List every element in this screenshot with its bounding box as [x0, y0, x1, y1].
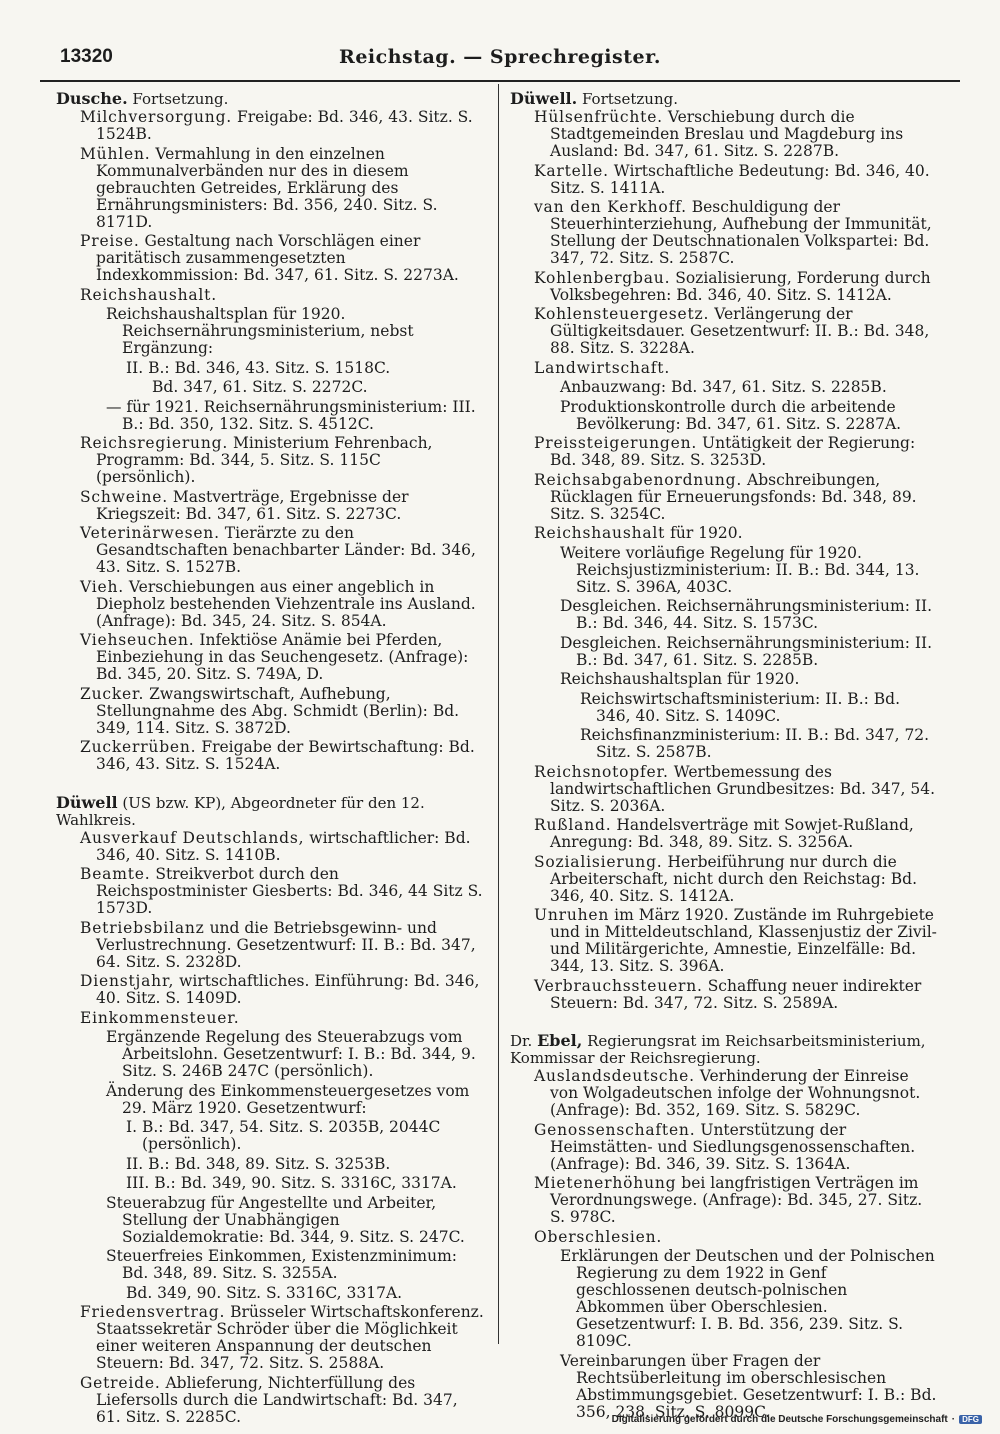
entry-text: Zwangswirtschaft, Aufhebung, Stellungnahme des Abg. Schmidt (Berlin): Bd. 349, 114. Sitz. S. 3872D. [96, 684, 460, 737]
entry-text: Weitere vorläufige Regelung für 1920. Reichsjustizministerium: II. B.: Bd. 344, 13. Sitz. S. 396A, 403C. [560, 543, 920, 596]
index-subentry [510, 671, 938, 688]
footer-text: Digitalisierung gefördert durch die Deutsche Forschungsgemeinschaft [611, 1414, 948, 1425]
entry-text: Herbeiführung nur durch die Arbeiterschaft, nicht durch den Reichstag: Bd. 346, 40. Sitz. S. 1412A. [550, 852, 918, 905]
index-subentry [510, 1353, 938, 1421]
entry-keyword: Auslandsdeutsche. [534, 1067, 695, 1085]
entry-keyword: Milchversorgung. [80, 108, 233, 126]
page-header [40, 40, 960, 82]
entry-text: Infektiöse Anämie bei Pferden, Einbeziehung in das Seuchengesetz. (Anfrage): Bd. 345, 20. Sitz. S. 749A, D. [96, 631, 469, 683]
entry-keyword: Verbrauchssteuern. [534, 976, 703, 995]
entry-text: für 1920. [665, 524, 743, 542]
section-spacer [56, 776, 484, 794]
index-entry [56, 525, 484, 576]
entry-text: Beschuldigung der Steuerhinterziehung, Aufhebung der Immunität, Stellung der Deutschnationalen Volkspartei: Bd. 347, 72. Sitz. S. 2587C. [550, 198, 932, 267]
entry-keyword: Mietenerhöhung [534, 1174, 677, 1192]
index-subentry [510, 399, 938, 433]
speaker-title: Dr. [510, 1032, 538, 1050]
entry-text: Desgleichen. Reichsernährungsministerium: II. B.: Bd. 346, 44. Sitz. S. 1573C. [560, 597, 933, 632]
speaker-heading [56, 90, 484, 108]
index-entry [510, 360, 938, 377]
section-spacer [510, 1014, 938, 1032]
running-title: Reichstag. — Sprechregister. [339, 46, 661, 68]
entry-text: I. B.: Bd. 347, 54. Sitz. S. 2035B, 2044C (persönlich). [126, 1118, 441, 1153]
index-entry [510, 1229, 938, 1246]
entry-text: Wirtschaftliche Bedeutung: Bd. 346, 40. Sitz. S. 1411A. [550, 161, 930, 197]
entry-text: Änderung des Einkommensteuergesetzes vom 29. März 1920. Gesetzentwurf: [106, 1081, 470, 1117]
speaker-heading [510, 90, 938, 108]
index-subentry [56, 1248, 484, 1282]
speaker-description: Fortsetzung. [127, 90, 229, 108]
entry-keyword: Zucker. [80, 684, 145, 703]
entry-text: Produktionskontrolle durch die arbeitende Bevölkerung: Bd. 347, 61. Sitz. S. 2287A. [560, 397, 902, 433]
index-entry [510, 525, 938, 542]
entry-text: II. B.: Bd. 348, 89. Sitz. S. 3253B. [126, 1154, 391, 1173]
entry-text: Verhinderung der Einreise von Wolgadeutschen infolge der Wohnungsnot. (Anfrage): Bd. 352, 169. Sitz. S. 5829C. [550, 1067, 921, 1119]
entry-text: II. B.: Bd. 346, 43. Sitz. S. 1518C. [126, 358, 391, 377]
entry-text: bei langfristigen Verträgen im Verordnungswege. (Anfrage): Bd. 345, 27. Sitz. S. 978C. [550, 1174, 923, 1226]
entry-keyword: Reichshaushalt [534, 524, 666, 542]
entry-text: Schaffung neuer indirekter Steuern: Bd. 347, 72. Sitz. S. 2589A. [550, 976, 922, 1012]
index-subentry [56, 1083, 484, 1117]
footer-separator: · [951, 1414, 956, 1425]
speaker-description: Regierungsrat im Reichsarbeitsministerium, Kommissar der Reichsregierung. [510, 1032, 926, 1067]
entry-keyword: Schweine. [80, 487, 168, 506]
index-subentry [56, 399, 484, 433]
index-entry [510, 907, 938, 975]
index-entry [510, 306, 938, 357]
index-entry [56, 1375, 484, 1426]
entry-text: Ablieferung, Nichterfüllung des Liefersolls durch die Landwirtschaft: Bd. 347, 61. Sitz. S. 2285C. [96, 1373, 458, 1426]
entry-keyword: Unruhen [534, 906, 610, 924]
index-entry [56, 1010, 484, 1027]
entry-keyword: Viehseuchen. [80, 631, 195, 649]
index-entry [510, 472, 938, 523]
entry-keyword: Reichshaushalt. [80, 285, 217, 304]
index-subentry [56, 1175, 484, 1192]
index-entry [510, 978, 938, 1012]
entry-keyword: Vieh. [80, 577, 124, 596]
index-entry [510, 435, 938, 469]
entry-text: Untätigkeit der Regierung: Bd. 348, 89. Sitz. S. 3253D. [550, 434, 916, 469]
index-entry [56, 830, 484, 864]
entry-keyword: Betriebsbilanz [80, 918, 205, 937]
entry-text: Streikverbot durch den Reichspostminister Giesberts: Bd. 346, 44 Sitz S. 1573D. [96, 865, 483, 917]
entry-keyword: Reichsabgabenordnung. [534, 470, 743, 489]
index-subentry [56, 360, 484, 377]
index-entry [56, 973, 484, 1007]
entry-keyword: Veterinärwesen. [80, 524, 220, 542]
speaker-name: Dusche. [56, 89, 128, 108]
entry-keyword: Preise. [80, 232, 140, 250]
entry-keyword: Reichsnotopfer. [534, 762, 669, 781]
entry-text: Verschiebung durch die Stadtgemeinden Breslau und Magdeburg ins Ausland: Bd. 347, 61. Sitz. S. 2287B. [550, 108, 904, 160]
entry-text: Vermahlung in den einzelnen Kommunalverbänden nur des in diesem gebrauchten Getreides, Erklärung des Ernährungsministers: Bd. 356, 240. Sitz. S. 8171D. [96, 144, 438, 231]
entry-text: Reichshaushaltsplan für 1920. [560, 670, 800, 688]
index-entry [510, 854, 938, 905]
index-entry [56, 866, 484, 917]
index-subentry [56, 1285, 484, 1302]
column-divider [498, 84, 499, 1344]
entry-text: Gestaltung nach Vorschlägen einer paritätisch zusammengesetzten Indexkommission: Bd. 347, 61. Sitz. S. 2273A. [96, 232, 459, 284]
index-subentry [510, 598, 938, 632]
index-entry [510, 270, 938, 304]
entry-keyword: Sozialisierung. [534, 852, 663, 871]
index-entry [510, 1068, 938, 1119]
index-subentry [56, 379, 484, 396]
index-subentry [56, 306, 484, 357]
speaker-name: Ebel, [537, 1031, 583, 1050]
entry-text: Freigabe der Bewirtschaftung: Bd. 346, 43. Sitz. S. 1524A. [96, 738, 475, 773]
entry-keyword: Ausverkauf Deutschlands, [80, 828, 305, 847]
entry-text: Brüsseler Wirtschaftskonferenz. Staatssekretär Schröder über die Möglichkeit einer weiteren Anspannung der deutschen Steuern: Bd. 347, 72. Sitz. S. 2588A. [96, 1303, 484, 1372]
speaker-name: Düwell. [510, 89, 578, 108]
entry-text: Erklärungen der Deutschen und der Polnischen Regierung zu dem 1922 in Genf geschlossenen deutsch-polnischen Abkommen über Oberschlesien. Gesetzentwurf: I. B. Bd. 356, 239. Sitz. S. 8109C. [560, 1247, 935, 1350]
entry-keyword: Preissteigerungen. [534, 434, 698, 452]
index-entry [56, 109, 484, 143]
entry-text: Handelsverträge mit Sowjet-Rußland, Anregung: Bd. 348, 89. Sitz. S. 3256A. [550, 816, 914, 851]
entry-text: Verschiebungen aus einer angeblich in Diepholz bestehenden Viehzentrale ins Ausland. (Anfrage): Bd. 345, 24. Sitz. S. 854A. [96, 577, 476, 630]
entry-text: Bd. 347, 61. Sitz. S. 2272C. [152, 378, 368, 396]
entry-text: Reichsfinanzministerium: II. B.: Bd. 347, 72. Sitz. S. 2587B. [580, 726, 930, 761]
speaker-description: Fortsetzung. [577, 90, 678, 108]
index-entry [56, 686, 484, 737]
entry-keyword: Genossenschaften. [534, 1120, 696, 1139]
entry-keyword: Hülsenfrüchte. [534, 108, 663, 126]
entry-text: wirtschaftliches. Einführung: Bd. 346, 40. Sitz. S. 1409D. [96, 972, 480, 1007]
entry-keyword: Landwirtschaft. [534, 358, 671, 377]
entry-text: Ergänzende Regelung des Steuerabzugs vom Arbeitslohn. Gesetzentwurf: I. B.: Bd. 344, 9. Sitz. S. 246B 247C (persönlich). [106, 1028, 476, 1080]
entry-keyword: Beamte. [80, 865, 151, 883]
entry-text: Steuerfreies Einkommen, Existenzminimum: Bd. 348, 89. Sitz. S. 3255A. [106, 1247, 458, 1282]
entry-text: Verlängerung der Gültigkeitsdauer. Gesetzentwurf: II. B.: Bd. 348, 88. Sitz. S. 3228A. [550, 305, 930, 357]
index-subentry [510, 379, 938, 396]
index-subentry [510, 727, 938, 761]
entry-text: Reichswirtschaftsministerium: II. B.: Bd. 346, 40. Sitz. S. 1409C. [580, 689, 901, 725]
index-entry [56, 920, 484, 971]
left-column [56, 90, 484, 1428]
index-entry [510, 1175, 938, 1226]
entry-text: Mastverträge, Ergebnisse der Kriegszeit: Bd. 347, 61. Sitz. S. 2273C. [96, 487, 409, 523]
index-entry [56, 146, 484, 231]
speaker-name: Düwell [56, 792, 118, 812]
index-subentry [56, 1029, 484, 1080]
index-subentry [56, 1195, 484, 1246]
entry-keyword: Oberschlesien. [534, 1227, 663, 1246]
entry-keyword: Getreide. [80, 1373, 161, 1392]
entry-keyword: Kartelle. [534, 161, 609, 180]
entry-text: III. B.: Bd. 349, 90. Sitz. S. 3316C, 3317A. [126, 1174, 457, 1192]
index-subentry [510, 1248, 938, 1350]
index-entry [56, 287, 484, 304]
index-entry [56, 1304, 484, 1372]
entry-keyword: Zuckerrüben. [80, 738, 197, 756]
entry-text: — für 1921. Reichsernährungsministerium: III. B.: Bd. 350, 132. Sitz. S. 4512C. [106, 397, 476, 433]
right-column [510, 90, 938, 1423]
index-entry [510, 199, 938, 267]
entry-keyword: Rußland. [534, 816, 612, 834]
entry-text: Abschreibungen, Rücklagen für Erneuerungsfonds: Bd. 348, 89. Sitz. S. 3254C. [550, 470, 917, 523]
entry-text: Reichshaushaltsplan für 1920. Reichsernährungsministerium, nebst Ergänzung: [106, 305, 414, 357]
entry-keyword: Einkommensteuer. [80, 1008, 240, 1027]
index-subentry [56, 1119, 484, 1153]
entry-text: Steuerabzug für Angestellte und Arbeiter, Stellung der Unabhängigen Sozialdemokratie: Bd. 344, 9. Sitz. S. 247C. [106, 1193, 465, 1246]
index-entry [56, 579, 484, 630]
entry-text: und die Betriebsgewinn- und Verlustrechnung. Gesetzentwurf: II. B.: Bd. 347, 64. Sitz. S. 2328D. [96, 918, 476, 971]
entry-keyword: van den Kerkhoff. [534, 198, 687, 216]
entry-keyword: Friedensvertrag. [80, 1303, 226, 1321]
entry-text: Tierärzte zu den Gesandtschaften benachbarter Länder: Bd. 346, 43. Sitz. S. 1527B. [96, 524, 476, 576]
speaker-heading [56, 794, 484, 829]
index-subentry [56, 1156, 484, 1173]
entry-text: wirtschaftlicher: Bd. 346, 40. Sitz. S. 1410B. [96, 828, 471, 864]
entry-text: Vereinbarungen über Fragen der Rechtsüberleitung im oberschlesischen Abstimmungsgebiet. Gesetzentwurf: I. B.: Bd. 356, 238. Sitz. S. 8099C. [560, 1351, 937, 1421]
index-entry [56, 739, 484, 773]
index-entry [510, 1122, 938, 1173]
entry-text: Wertbemessung des landwirtschaftlichen Grundbesitzes: Bd. 347, 54. Sitz. S. 2036A. [550, 762, 936, 815]
index-entry [56, 489, 484, 523]
entry-keyword: Kohlenbergbau. [534, 268, 671, 287]
entry-text: Anbauzwang: Bd. 347, 61. Sitz. S. 2285B. [560, 378, 887, 396]
entry-text: Desgleichen. Reichsernährungsministerium: II. B.: Bd. 347, 61. Sitz. S. 2285B. [560, 633, 933, 669]
index-subentry [510, 545, 938, 596]
entry-text: im März 1920. Zustände im Ruhrgebiete und in Mitteldeutschland, Klassenjustiz der Zivil- und Militärgerichte, Amnestie, Einzelfälle: Bd. 344, 13. Sitz. S. 396A. [550, 906, 937, 975]
entry-keyword: Reichsregierung. [80, 434, 229, 452]
index-subentry [510, 635, 938, 669]
footer [612, 1414, 982, 1425]
page-number: 13320 [60, 46, 113, 67]
speaker-description: (US bzw. KP), Abgeordneter für den 12. Wahlkreis. [56, 793, 425, 829]
index-entry [510, 109, 938, 160]
entry-keyword: Mühlen. [80, 144, 151, 163]
index-entry [56, 435, 484, 486]
index-entry [510, 817, 938, 851]
speaker-heading [510, 1032, 938, 1067]
dfg-logo: DFG [959, 1415, 982, 1424]
entry-text: Ministerium Fehrenbach, Programm: Bd. 344, 5. Sitz. S. 115C (persönlich). [96, 434, 433, 486]
entry-text: Bd. 349, 90. Sitz. S. 3316C, 3317A. [126, 1283, 403, 1302]
entry-text: Freigabe: Bd. 346, 43. Sitz. S. 1524B. [96, 108, 473, 143]
entry-text: Sozialisierung, Forderung durch Volksbegehren: Bd. 346, 40. Sitz. S. 1412A. [550, 268, 931, 304]
entry-text: Unterstützung der Heimstätten- und Siedlungsgenossenschaften. (Anfrage): Bd. 346, 39. Sitz. S. 1364A. [550, 1120, 916, 1173]
entry-keyword: Dienstjahr, [80, 972, 175, 990]
index-subentry [510, 691, 938, 725]
index-entry [510, 163, 938, 197]
index-entry [56, 632, 484, 683]
index-entry [510, 764, 938, 815]
index-entry [56, 233, 484, 284]
entry-keyword: Kohlensteuergesetz. [534, 305, 710, 323]
